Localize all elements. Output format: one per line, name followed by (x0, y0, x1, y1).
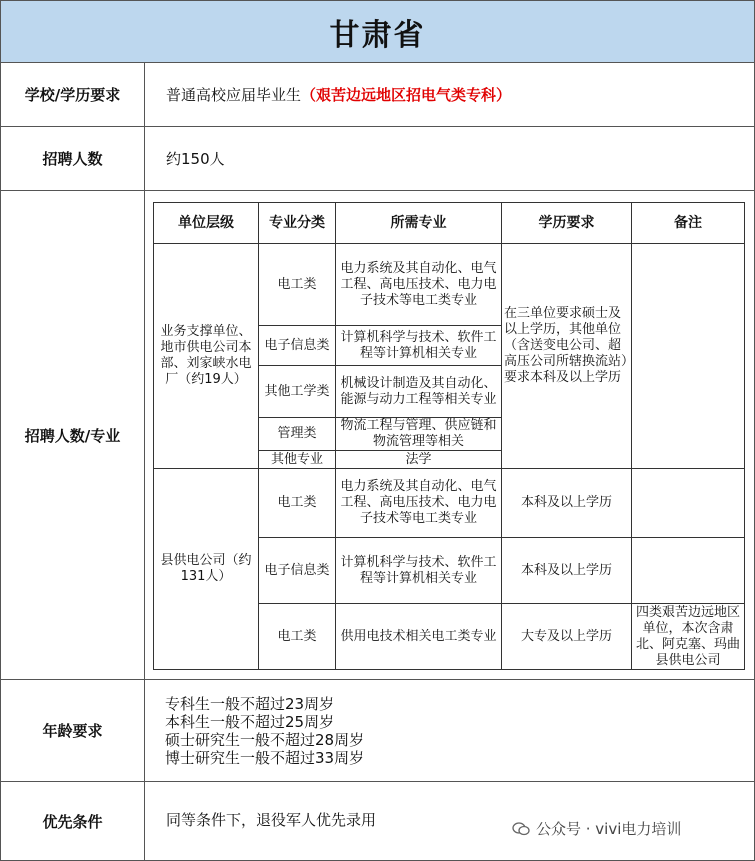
major-cell: 机械设计制造及其自动化、能源与动力工程等相关专业 (340, 375, 497, 407)
account-watermark (512, 818, 681, 839)
major-cell: 供用电技术相关电工类专业 (340, 628, 497, 644)
major-cell: 法学 (405, 451, 432, 467)
age-line: 博士研究生一般不超过33周岁 (165, 749, 365, 767)
category-cell: 电子信息类 (264, 562, 330, 578)
education-cell: 本科及以上学历 (520, 562, 612, 578)
value-school-text: 普通高校应届毕业生 (166, 85, 302, 104)
positions-table (153, 202, 745, 670)
age-line: 硕士研究生一般不超过28周岁 (165, 731, 365, 749)
page-title: 甘肃省 (0, 0, 755, 63)
label-age: 年龄要求 (1, 680, 145, 781)
header-category: 专业分类 (269, 215, 325, 231)
unit-level-cell: 业务支撑单位、地市供电公司本部、刘家峡水电厂（约19人） (160, 324, 252, 387)
value-school (166, 62, 754, 126)
label-school: 学校/学历要求 (1, 62, 145, 126)
age-line: 本科生一般不超过25周岁 (165, 713, 335, 731)
note-cell: 四类艰苦边远地区单位，本次含肃北、阿克塞、玛曲县供电公司 (635, 604, 740, 668)
header-unit-level: 单位层级 (178, 215, 234, 231)
label-count: 招聘人数 (1, 127, 145, 190)
watermark-text: 公众号 · vivi电力培训 (536, 820, 682, 838)
category-cell: 电工类 (277, 276, 317, 292)
header-education: 学历要求 (538, 215, 595, 231)
value-school-paren-close: ） (496, 85, 512, 104)
category-cell: 电子信息类 (264, 337, 330, 353)
value-school-paren-open: （ (301, 85, 317, 104)
category-cell: 其他工学类 (264, 383, 330, 399)
category-cell: 电工类 (277, 628, 317, 644)
row-school (0, 62, 755, 127)
major-cell: 计算机科学与技术、软件工程等计算机相关专业 (340, 329, 497, 361)
label-detail: 招聘人数/专业 (1, 191, 145, 679)
education-cell: 大专及以上学历 (520, 628, 612, 644)
value-count: 约150人 (166, 150, 225, 168)
age-line: 专科生一般不超过23周岁 (165, 695, 335, 713)
category-cell: 电工类 (277, 495, 317, 510)
header-note: 备注 (674, 215, 702, 231)
unit-level-cell: 县供电公司（约131人） (160, 553, 252, 584)
category-cell: 其他专业 (270, 451, 323, 467)
category-cell: 管理类 (277, 426, 317, 441)
major-cell: 计算机科学与技术、软件工程等计算机相关专业 (340, 554, 497, 586)
value-school-highlight: 艰苦边远地区招电气类专科 (316, 85, 497, 104)
major-cell: 电力系统及其自动化、电气工程、高电压技术、电力电子技术等电工类专业 (340, 479, 497, 526)
major-cell: 电力系统及其自动化、电气工程、高电压技术、电力电子技术等电工类专业 (340, 260, 497, 308)
label-priority: 优先条件 (1, 782, 145, 860)
major-cell: 物流工程与管理、供应链和物流管理等相关 (340, 418, 497, 449)
row-age (0, 680, 755, 782)
row-count (0, 127, 755, 191)
wechat-icon (512, 822, 530, 836)
value-priority: 同等条件下，退役军人优先录用 (166, 810, 377, 829)
header-major: 所需专业 (390, 215, 447, 231)
education-cell: 本科及以上学历 (520, 495, 612, 510)
age-requirements (165, 695, 364, 767)
education-cell: 在三单位要求硕士及以上学历，其他单位（含送变电公司、超高压公司所辖换流站）要求本科及以上学历 (504, 306, 628, 385)
